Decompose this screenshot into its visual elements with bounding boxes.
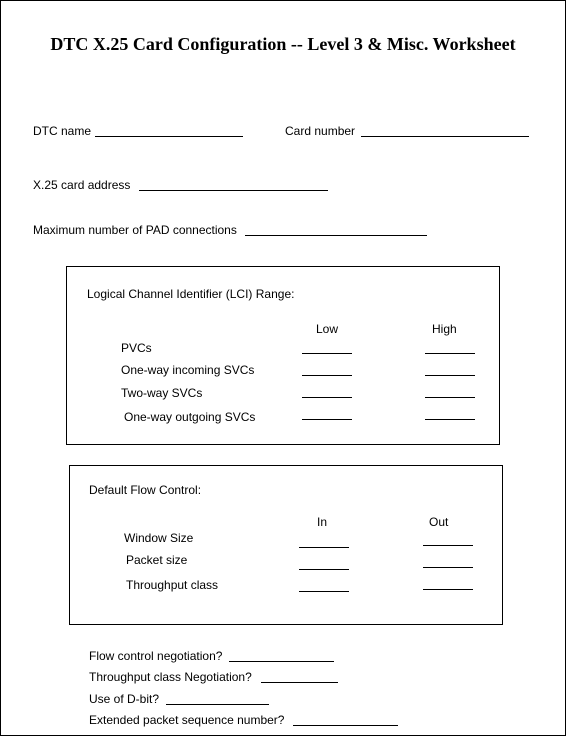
lci-col-high: High	[432, 322, 457, 336]
lci-heading: Logical Channel Identifier (LCI) Range:	[87, 287, 295, 301]
lci-row-label: Two-way SVCs	[121, 386, 203, 400]
lci-low-blank[interactable]	[302, 353, 352, 354]
lci-row-label: One-way incoming SVCs	[121, 363, 255, 377]
question-blank[interactable]	[166, 704, 269, 705]
dtc-name-blank[interactable]	[95, 136, 243, 137]
max-pad-label: Maximum number of PAD connections	[33, 223, 237, 237]
lci-row-label: PVCs	[121, 341, 152, 355]
flow-out-blank[interactable]	[423, 589, 473, 590]
lci-row-label: One-way outgoing SVCs	[124, 410, 256, 424]
x25-address-blank[interactable]	[139, 190, 328, 191]
lci-high-blank[interactable]	[425, 353, 475, 354]
lci-low-blank[interactable]	[302, 419, 352, 420]
flow-row-label: Throughput class	[126, 578, 219, 592]
flow-col-in: In	[317, 515, 328, 529]
card-number-blank[interactable]	[361, 136, 529, 137]
flow-in-blank[interactable]	[299, 547, 349, 548]
flow-out-blank[interactable]	[423, 567, 473, 568]
flow-out-blank[interactable]	[423, 545, 473, 546]
lci-low-blank[interactable]	[302, 397, 352, 398]
flow-heading: Default Flow Control:	[89, 483, 202, 497]
question-blank[interactable]	[229, 661, 334, 662]
x25-address-label: X.25 card address	[33, 178, 131, 192]
question-throughput-negotiation: Throughput class Negotiation?	[89, 670, 252, 684]
lci-high-blank[interactable]	[425, 397, 475, 398]
flow-in-blank[interactable]	[299, 569, 349, 570]
lci-col-low: Low	[316, 322, 339, 336]
question-blank[interactable]	[261, 682, 338, 683]
card-number-label: Card number	[285, 124, 356, 138]
worksheet-title: DTC X.25 Card Configuration -- Level 3 & Misc. Worksheet	[50, 34, 516, 54]
dtc-name-label: DTC name	[33, 124, 92, 138]
question-extended-sequence: Extended packet sequence number?	[89, 713, 285, 727]
question-d-bit: Use of D-bit?	[89, 692, 160, 706]
lci-low-blank[interactable]	[302, 375, 352, 376]
flow-col-out: Out	[429, 515, 449, 529]
flow-in-blank[interactable]	[299, 591, 349, 592]
question-flow-negotiation: Flow control negotiation?	[89, 649, 223, 663]
flow-row-label: Window Size	[124, 531, 194, 545]
lci-high-blank[interactable]	[425, 375, 475, 376]
lci-high-blank[interactable]	[425, 419, 475, 420]
question-blank[interactable]	[293, 725, 398, 726]
max-pad-blank[interactable]	[245, 235, 427, 236]
flow-row-label: Packet size	[126, 553, 188, 567]
